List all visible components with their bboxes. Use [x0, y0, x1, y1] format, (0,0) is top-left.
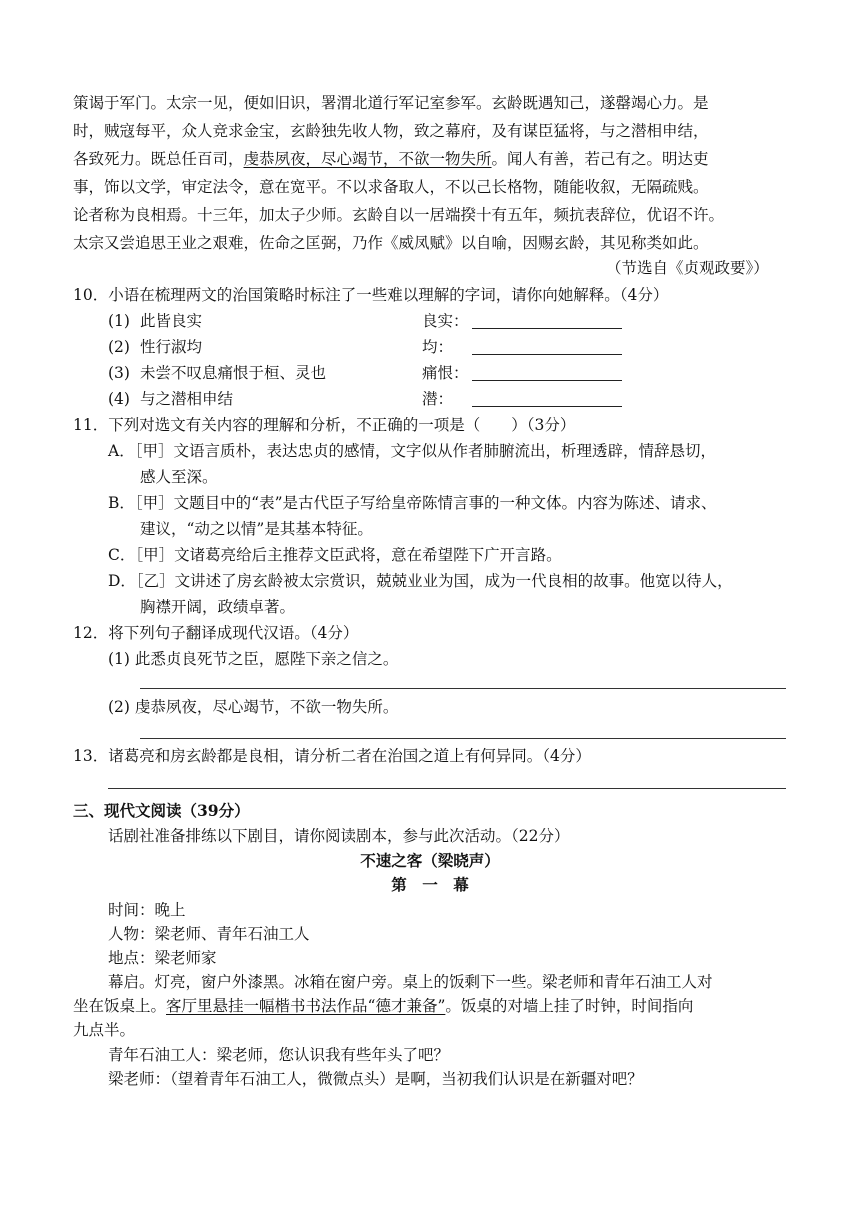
- q10-item-word: 痛恨：: [422, 364, 469, 382]
- q10-item-text: 性行淑均: [140, 338, 203, 356]
- underlined-sentence: 客厅里悬挂一幅楷书书法作品“德才兼备”: [166, 997, 446, 1015]
- answer-blank[interactable]: [472, 339, 622, 355]
- q10-item-word: 良实：: [422, 312, 469, 330]
- q10-item-num: (3): [108, 364, 130, 382]
- stage-direction: 幕启。灯亮，窗户外漆黑。冰箱在窗户旁。桌上的饭剩下一些。梁老师和青年石油工人对: [108, 973, 713, 991]
- stage-text: 坐在饭桌上。: [73, 997, 167, 1015]
- passage-text: 各致死力。既总任百司，: [73, 150, 244, 168]
- play-people: 人物：梁老师、青年石油工人: [108, 925, 310, 943]
- passage-line: 事，饰以文学，审定法令，意在宽平。不以求备取人，不以己长格物，随能收叙，无隔疏贱。: [73, 178, 709, 196]
- question-12-stem: 12．将下列句子翻译成现代汉语。（4分）: [73, 624, 359, 642]
- option-d-cont: 胸襟开阔，政绩卓著。: [140, 598, 296, 616]
- option-b: B．［甲］文题目中的“表”是古代臣子写给皇帝陈情言事的一种文体。内容为陈述、请求、: [108, 494, 717, 512]
- passage-line: 太宗又尝追思王业之艰难，佐命之匡弼，乃作《威凤赋》以自喻，因赐玄龄，其见称类如此。: [73, 234, 709, 252]
- q10-item-text: 与之潜相申结: [140, 390, 234, 408]
- q10-item-word: 潜：: [422, 390, 454, 408]
- stage-direction: [73, 996, 693, 1016]
- q12-sentence-1: (1) 此悉贞良死节之臣，愿陛下亲之信之。: [108, 650, 399, 668]
- option-c: C．［甲］文诸葛亮给后主推荐文臣武将，意在希望陛下广开言路。: [108, 546, 562, 564]
- q10-item-text: 未尝不叹息痛恨于桓、灵也: [140, 364, 327, 382]
- answer-line[interactable]: [108, 788, 786, 789]
- question-10-stem: 10．小语在梳理两文的治国策略时标注了一些难以理解的字词，请你向她解释。（4分）: [73, 286, 669, 304]
- passage-line: [73, 149, 709, 169]
- dialogue-line: 青年石油工人：梁老师，您认识我有些年头了吧？: [108, 1046, 450, 1064]
- answer-blank[interactable]: [472, 365, 622, 381]
- passage-line: 时，贼寇每平，众人竞求金宝，玄龄独先收人物，致之幕府，及有谋臣猛将，与之潜相申结，: [73, 122, 709, 140]
- answer-blank[interactable]: [472, 391, 622, 407]
- question-11-stem: 11．下列对选文有关内容的理解和分析，不正确的一项是（ ）（3分）: [73, 416, 576, 434]
- passage-line: 策谒于军门。太宗一见，便如旧识，署渭北道行军记室参军。玄龄既遇知己，遂罄竭心力。是: [73, 94, 709, 112]
- play-title: 不速之客（梁晓声）: [360, 851, 500, 870]
- passage-text: 。闻人有善，若己有之。明达吏: [491, 150, 709, 168]
- option-d: D．［乙］文讲述了房玄龄被太宗赏识，兢兢业业为国，成为一代良相的故事。他宽以待人，: [108, 572, 733, 590]
- play-place: 地点：梁老师家: [108, 949, 217, 967]
- stage-direction: 九点半。: [73, 1021, 136, 1039]
- answer-blank[interactable]: [472, 313, 622, 329]
- underlined-sentence: 虔恭夙夜，尽心竭节，不欲一物失所: [243, 150, 492, 168]
- q10-item-word: 均：: [422, 338, 454, 356]
- option-b-cont: 建议，“动之以情”是其基本特征。: [140, 520, 373, 538]
- q12-sentence-2: (2) 虔恭夙夜，尽心竭节，不欲一物失所。: [108, 698, 399, 716]
- question-13-stem: 13．诸葛亮和房玄龄都是良相，请分析二者在治国之道上有何异同。（4分）: [73, 747, 591, 765]
- source-citation: （节选自《贞观政要》）: [606, 259, 769, 277]
- dialogue-line: 梁老师：（望着青年石油工人，微微点头）是啊，当初我们认识是在新疆对吧？: [108, 1070, 643, 1088]
- answer-line[interactable]: [140, 688, 786, 689]
- option-a: A．［甲］文语言质朴，表达忠贞的感情，文字似从作者肺腑流出，析理透辟，情辞恳切，: [108, 442, 716, 460]
- q10-item-text: 此皆良实: [140, 312, 203, 330]
- act-title: 第 一 幕: [391, 875, 469, 894]
- section-intro: 话剧社准备排练以下剧目，请你阅读剧本，参与此次活动。（22分）: [108, 827, 570, 845]
- answer-line[interactable]: [140, 738, 786, 739]
- option-a-cont: 感人至深。: [140, 468, 218, 486]
- passage-line: 论者称为良相焉。十三年，加太子少师。玄龄自以一居端揆十有五年，频抗表辞位，优诏不许。: [73, 206, 725, 224]
- section-title: 三、现代文阅读（39分）: [73, 801, 250, 820]
- stage-text: 。饭桌的对墙上挂了时钟，时间指向: [445, 997, 694, 1015]
- q10-item-num: (4): [108, 390, 130, 408]
- q10-item-num: (1): [108, 312, 130, 330]
- q10-item-num: (2): [108, 338, 130, 356]
- play-time: 时间：晚上: [108, 901, 186, 919]
